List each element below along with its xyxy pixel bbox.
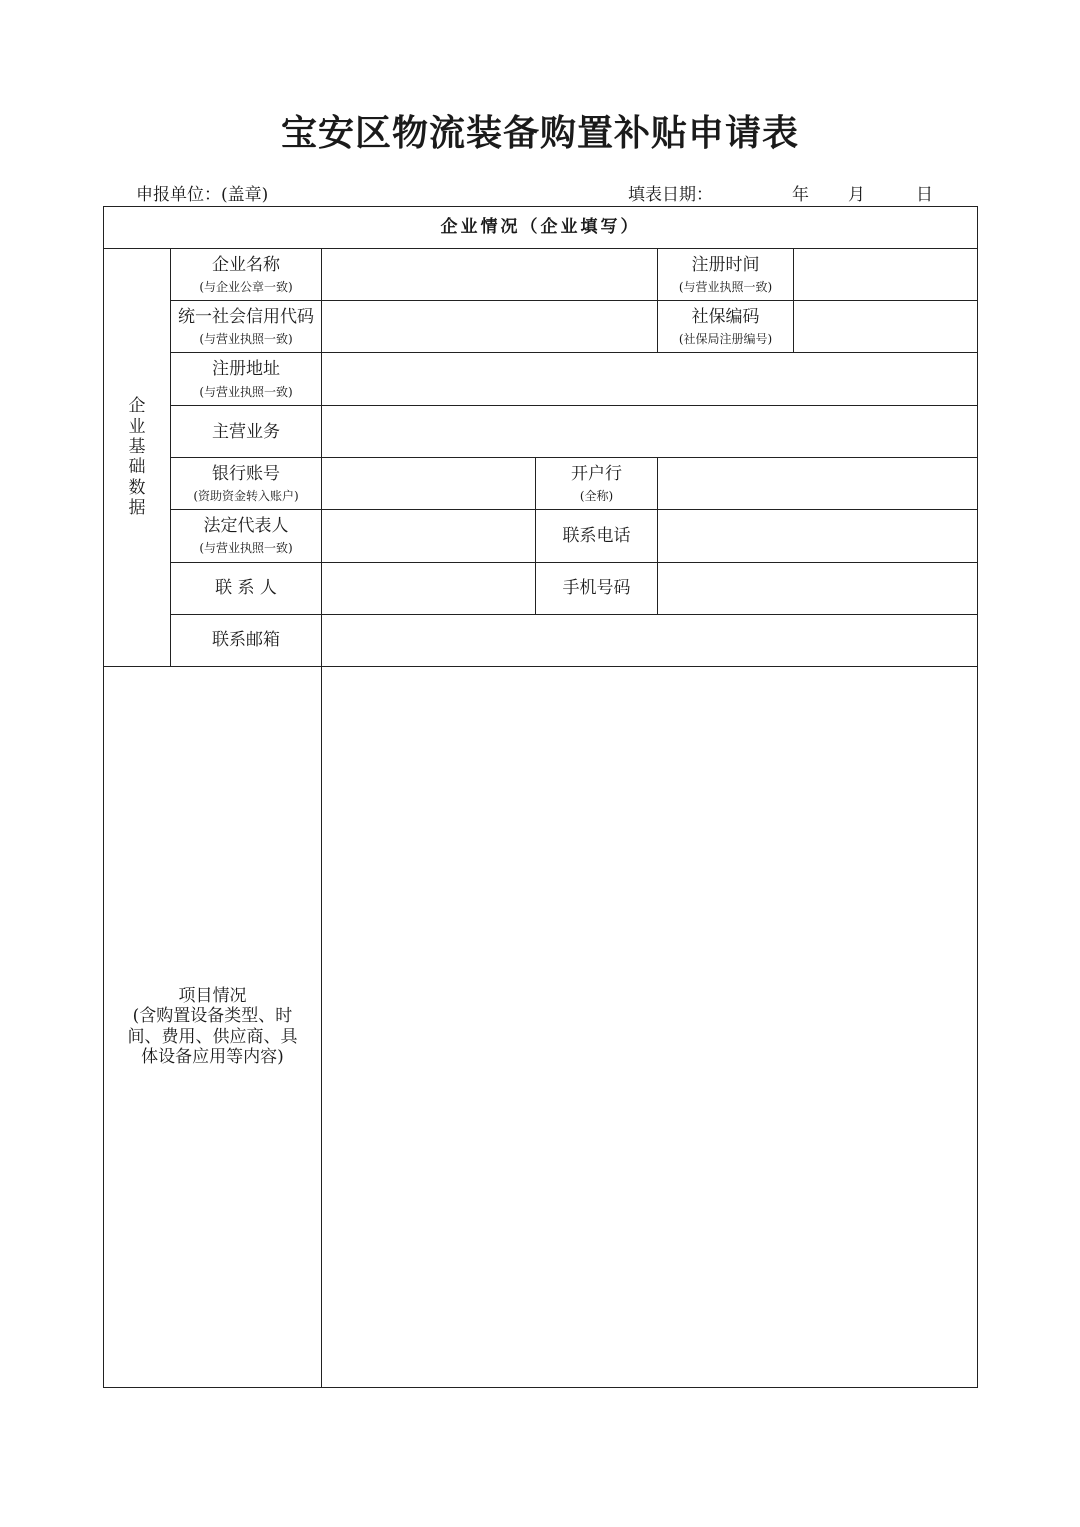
- form-title: 宝安区物流装备购置补贴申请表: [280, 113, 799, 154]
- fill-date-label: 填表日期：: [628, 185, 713, 205]
- legal-rep-field[interactable]: [322, 510, 536, 562]
- social-code-label: 社保编码 (社保局注册编号): [658, 301, 794, 353]
- main-business-label: 主营业务: [171, 406, 322, 458]
- bank-account-label: 银行账号 (资助资金转入账户): [171, 458, 322, 510]
- phone-field[interactable]: [658, 510, 978, 562]
- section-side-label: [104, 249, 171, 667]
- main-business-field[interactable]: [322, 406, 978, 458]
- email-label: 联系邮箱: [171, 614, 322, 666]
- side-char: 业: [128, 416, 146, 437]
- date-month-label: 月: [848, 185, 865, 205]
- side-char: 据: [128, 498, 146, 519]
- social-code-field[interactable]: [794, 301, 978, 353]
- reg-address-field[interactable]: [322, 353, 978, 406]
- reporting-unit-label: 申报单位：(盖章): [136, 185, 269, 205]
- legal-rep-label: 法定代表人 (与营业执照一致): [171, 510, 322, 562]
- company-name-field[interactable]: [322, 249, 658, 301]
- mobile-field[interactable]: [658, 562, 978, 614]
- bank-account-field[interactable]: [322, 458, 536, 510]
- phone-label: 联系电话: [536, 510, 658, 562]
- company-name-label: 企业名称 (与企业公章一致): [171, 249, 322, 301]
- project-info-field[interactable]: [322, 666, 978, 1387]
- section-heading: 企业情况（企业填写）: [104, 207, 978, 249]
- project-info-label: 项目情况 (含购置设备类型、时 间、费用、供应商、具 体设备应用等内容): [104, 666, 322, 1387]
- bank-name-label: 开户行 (全称): [536, 458, 658, 510]
- date-year-label: 年: [792, 185, 809, 205]
- date-day-label: 日: [916, 185, 933, 205]
- reg-time-field[interactable]: [794, 249, 978, 301]
- reg-time-label: 注册时间 (与营业执照一致): [658, 249, 794, 301]
- email-field[interactable]: [322, 614, 978, 666]
- credit-code-label: 统一社会信用代码 (与营业执照一致): [171, 301, 322, 353]
- side-char: 基: [128, 436, 146, 457]
- contact-field[interactable]: [322, 562, 536, 614]
- reg-address-label: 注册地址 (与营业执照一致): [171, 353, 322, 406]
- side-char: 数: [128, 477, 146, 498]
- credit-code-field[interactable]: [322, 301, 658, 353]
- side-char: 企: [128, 396, 146, 417]
- mobile-label: 手机号码: [536, 562, 658, 614]
- side-char: 础: [128, 457, 146, 478]
- contact-label: 联 系 人: [171, 562, 322, 614]
- bank-name-field[interactable]: [658, 458, 978, 510]
- application-form-table: [103, 206, 978, 1388]
